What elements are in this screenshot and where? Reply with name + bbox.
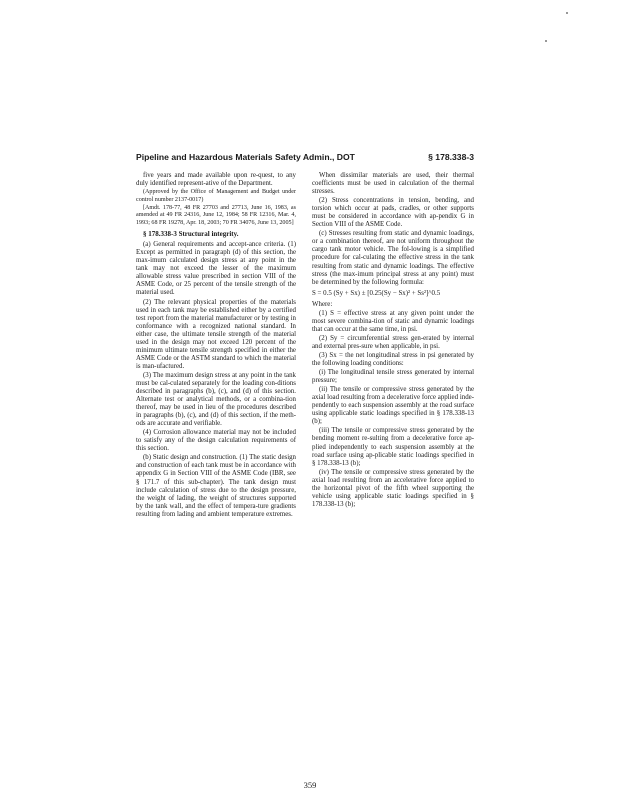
paragraph: (iii) The tensile or compressive stress generated by the bending moment re-sulting from a decelerative force ap-plied independently to each suspension assembly at the road surface using ap-plicable static loadings specified in § 178.338-13 (b); (312, 427, 474, 467)
paragraph: (3) The maximum design stress at any point in the tank must be cal-culated separately for the loading con-ditions described in paragraphs (b), (c), and (d) of this section. Alternate test or analytical methods, or a combina-tion thereof, may be used in lieu of the procedures described in paragraphs (b), (c), and (d) of this section, if the meth-ods are accurate and verifiable. (136, 371, 296, 428)
paragraph: (i) The longitudinal tensile stress generated by internal pressure; (312, 369, 474, 385)
paragraph: (2) Stress concentrations in tension, bending, and torsion which occur at pads, cradles, or other supports must be considered in accordance with ap-pendix G in Section VIII of the ASME Code. (312, 197, 474, 229)
paragraph: (b) Static design and construction. (1) The static design and construction of each tank must be in accordance with appendix G in Section VIII of the ASME Code (IBR, see § 171.7 of this sub-chapter). The tank design must include calculation of stress due to the design pressure, the weight of lading, the weight of structures supported by the tank wall, and the effect of tempera-ture gradients resulting from lading and ambient temperature extremes. (136, 454, 296, 518)
amendment-note: (Approved by the Office of Management and Budget under control number 2137-0017) (136, 189, 296, 203)
paragraph: (3) Sx = the net longitudinal stress in psi generated by the following loading conditions: (312, 351, 474, 368)
paragraph: (2) Sy = circumferential stress gen-erated by internal and external pres-sure when applicable, in psi. (312, 334, 474, 350)
paragraph: (ii) The tensile or compressive stress generated by the axial load resulting from a decelerative force applied inde-pendently to each suspension assembly at the road surface using applicable static loadings specified in § 178.338-13 (b); (312, 386, 474, 426)
paragraph: (2) The relevant physical properties of the materials used in each tank may be established either by a certified test report from the material manufacturer or by testing in conformance with a recognized national standard. In either case, the ultimate tensile strength of the material used in the design may not exceed 120 percent of the minimum ultimate tensile strength specified in either the ASME Code or the ASTM standard to which the material is man-ufactured. (136, 298, 296, 370)
amendment-note: [Amdt. 178-77, 48 FR 27703 and 27713, June 16, 1983, as amended at 49 FR 24316, June 12, 1984; 58 FR 12316, Mar. 4, 1993; 68 FR 19278, Apr. 18, 2003; 70 FR 34076, June 13, 2005] (136, 204, 296, 226)
paragraph: (1) S = effective stress at any given point under the most severe combina-tion of static and dynamic loadings that can occur at the same time, in psi. (312, 309, 474, 333)
scan-speck (566, 12, 568, 14)
header-section: § 178.338-3 (428, 152, 474, 162)
scan-speck (545, 40, 547, 42)
right-column (312, 172, 474, 510)
section-heading: § 178.338-3 Structural integrity. (143, 230, 239, 239)
left-column (136, 172, 296, 520)
paragraph: When dissimilar materials are used, their thermal coefficients must be used in calculation of the thermal stresses. (312, 172, 474, 196)
paragraph: (a) General requirements and accept-ance criteria. (1) Except as permitted in paragraph (d) of this section, the max-imum calculated design stress at any point in the tank may not exceed the lesser of the maximum allowable stress value prescribed in section VIII of the ASME Code, or 25 percent of the tensile strength of the material used. (136, 241, 296, 297)
paragraph: (c) Stresses resulting from static and dynamic loadings, or a combination thereof, are not uniform throughout the cargo tank motor vehicle. The fol-lowing is a simplified procedure for cal-culating the effective stress in the tank resulting from static and dynamic loadings. The effective stress (the max-imum principal stress at any point) must be determined by the following formula: (312, 230, 474, 286)
paragraph: Where: (312, 300, 333, 308)
running-header (136, 152, 474, 162)
header-title: Pipeline and Hazardous Materials Safety Admin., DOT (136, 152, 355, 162)
page-number: 359 (303, 780, 317, 790)
paragraph: (iv) The tensile or compressive stress generated by the axial load resulting from an accelerative force applied to the horizontal pivot of the fifth wheel supporting the vehicle using applicable static loadings specified in § 178.338-13 (b); (312, 468, 474, 508)
stress-formula: S = 0.5 (Sy + Sx) ± [0.25(Sy − Sx)² + Ss²]^0.5 (312, 289, 441, 297)
paragraph: (4) Corrosion allowance material may not be included to satisfy any of the design calculation requirements of this section. (136, 429, 296, 453)
paragraph: five years and made available upon re-quest, to any duly identified represent-ative of the Department. (136, 172, 296, 188)
